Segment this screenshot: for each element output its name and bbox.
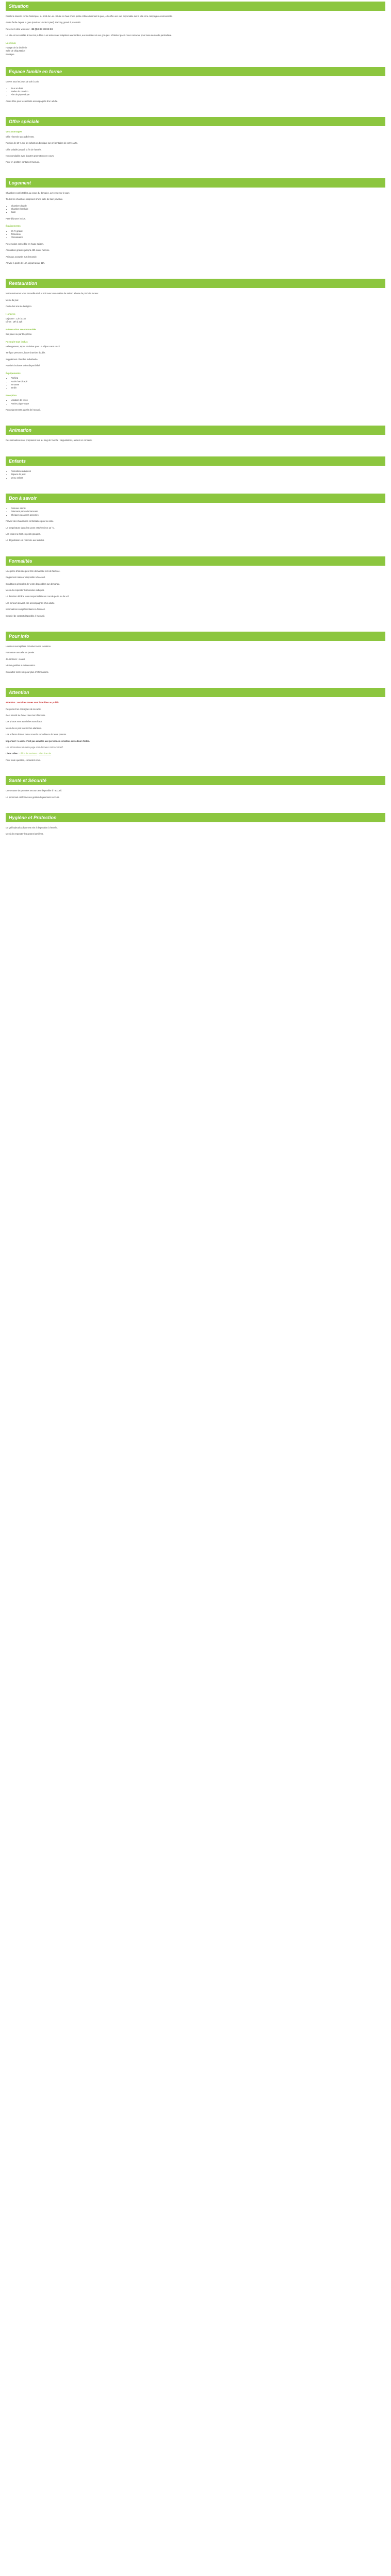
text: Le personnel est formé aux gestes de premiers secours. [6,795,60,799]
text: Conditions générales de vente disponibles sur demande. [6,582,60,585]
text: Notre restaurant vous accueille midi et soir avec une cuisine de saison à base de produits locaux. [6,292,99,295]
text: Horaires susceptibles d'évoluer selon la saison. [6,645,52,648]
list-item: Salle de dégustation [6,49,25,53]
text: Activités incluses selon disponibilité. [6,364,41,367]
section-title: Enfants [6,456,385,466]
text: Dîner : 19h à 22h [6,320,23,324]
text: Une pièce d'identité peut être demandée lors de l'arrivée. [6,569,60,572]
section-title: Logement [6,178,385,188]
list-item: • Télévision [11,233,385,236]
section-hygiene [0,811,391,849]
list-item: Boutique [6,53,14,56]
section-sante-securite [0,774,391,811]
section-offre [0,115,391,176]
text: Les visites se font en petits groupes. [6,533,41,535]
section-title: Attention [6,688,385,697]
text: Informations complémentaires à l'accueil. [6,608,45,611]
text: Offre réservée aux adhérents. [6,135,35,138]
situation-text: Réservez votre visite au : +33 (0)X XX XX XX XX [6,27,53,30]
list-item: • Chambre familiale [11,208,385,211]
subheading: Équipements [6,225,21,228]
section-enfants [0,455,391,492]
useful-links: Liens utiles : Office de tourisme · Plan d'accès [6,752,52,755]
section-title: Espace famille en forme [6,67,385,76]
situation-text: Distillerie dans le centre historique, au bord du Lac. Située en haut d'une petite colline dominant le parc, elle offre une vue imprenable sur la ville et la campagne environnante. [6,15,173,18]
text: Les mineurs doivent être accompagnés d'un adulte. [6,601,55,604]
text: Une trousse de premiers secours est disponible à l'accueil. [6,789,62,792]
places-list [6,46,385,56]
list-item: • Panier pique-nique [11,402,385,405]
list [6,470,385,480]
list [6,87,385,97]
tourism-office-link[interactable]: Office de tourisme [19,752,37,755]
section-title: Pour info [6,632,385,641]
subheading: Formule tout inclus [6,340,28,343]
section-title: Formalités [6,556,385,566]
list-item: • Accès handicapé [11,380,385,383]
text: Visites guidées sur réservation. [6,664,36,667]
access-map-link[interactable]: Plan d'accès [39,752,52,755]
section-situation [0,0,391,65]
list [6,399,385,405]
note-text: Les informations de cette page sont données à titre indicatif. [6,745,63,749]
list-item: • Suite [11,211,385,214]
text: Accès libre pour les enfants accompagnés d'un adulte. [6,99,58,103]
subheading: Horaires [6,312,15,315]
subheading: Les lieux [6,41,16,44]
section-title: Santé et Sécurité [6,776,385,785]
text: Courriel de contact disponible à l'accueil. [6,614,45,617]
text: Prévoir des chaussures confortables pour la visite. [6,520,54,523]
list [6,230,385,240]
section-espace [0,65,391,115]
section-pour-info [0,630,391,686]
list-item: • Paiement par carte bancaire [11,510,385,513]
text: Chambres confortables au coeur du domaine, avec vue sur le parc. [6,191,70,194]
list-item: • Jardin [11,386,385,389]
text: Déjeuner : 12h à 14h [6,317,26,320]
text: Les enfants doivent rester sous la surveillance de leurs parents. [6,733,67,736]
warning-text: Attention : certaines zones sont interdites au public. [6,701,60,704]
text: Respectez les consignes de sécurité. [6,707,42,710]
section-animation [0,424,391,454]
subheading: Équipements [6,371,21,375]
text: La dégustation est réservée aux adultes. [6,539,45,542]
list-item: • Terrasse [11,383,385,386]
text: Ouvert tous les jours de 10h à 18h. [6,80,40,83]
text: Il est interdit de fumer dans les bâtiments. [6,714,46,717]
list [6,507,385,517]
text: Remise de 10 % sur les achats en boutique sur présentation de votre carte. [6,142,78,145]
text: Menu du jour. [6,298,19,301]
section-bon-a-savoir [0,492,391,555]
list-item: • Menu enfant [11,477,385,480]
text: Des animations sont proposées tout au long de l'année : dégustations, ateliers et concerts. [6,439,92,442]
list [6,205,385,214]
text: La température dans les caves est d'environ 12 °C. [6,526,55,529]
list [6,377,385,390]
list-item: • Parking [11,377,385,380]
text: Les photos sont autorisées sans flash. [6,720,43,723]
section-formalites [0,555,391,630]
section-title: Restauration [6,279,385,288]
text: Petit-déjeuner inclus. [6,217,26,220]
text: Toutes les chambres disposent d'une salle de bain privative. [6,198,63,201]
text: Fermeture annuelle en janvier. [6,651,35,654]
text: Merci de ne pas toucher les alambics. [6,726,42,730]
section-title: Situation [6,2,385,11]
list-item: • Espace de jeux [11,473,385,476]
text: Réservation conseillée en haute saison. [6,242,44,245]
phone-number[interactable]: +33 (0)X XX XX XX XX [30,27,53,30]
list-item: • Aire de pique-nique [11,93,385,96]
list-item: • Location de vélos [11,399,385,402]
text: Offre valable jusqu'à la fin de l'année. [6,148,42,151]
subheading: Vos avantages [6,130,22,133]
text: Pour en profiter, contactez l'accueil. [6,161,40,164]
text: Supplément chambre individuelle. [6,358,38,361]
text: Merci de respecter les gestes barrières. [6,833,44,836]
list-item: Hangar de la distillerie [6,46,27,49]
text: Règlement intérieur disponible à l'accueil. [6,576,46,579]
section-logement [0,177,391,278]
text: Renseignements auprès de l'accueil. [6,408,41,411]
text: Consultez notre site pour plus d'informations. [6,670,49,673]
text: Jours fériés : ouvert. [6,657,25,660]
list-item: • Animations adaptées [11,470,385,473]
list-item: • Climatisation [11,236,385,239]
list-item: • Chambre double [11,205,385,208]
text: Du gel hydroalcoolique est mis à disposition à l'entrée. [6,826,58,829]
list-item: • Wi-Fi gratuit [11,230,385,233]
section-attention [0,686,391,774]
subheading: Réservation recommandée [6,328,36,331]
text: Non cumulable avec d'autres promotions en cours. [6,154,55,157]
section-title: Bon à savoir [6,494,385,503]
situation-text: Le site est accessible à tous les publics. Les visites sont adaptées aux familles, aux scolaires et aux groupes. N'hésitez pas à nous contacter pour toute demande particulière. [6,34,172,37]
text: Tarif par personne, base chambre double. [6,351,46,354]
text: Sur place ou par téléphone. [6,333,32,336]
important-text: Important : la visite n'est pas adaptée aux personnes sensibles aux odeurs fortes. [6,739,90,742]
text: Annulation gratuite jusqu'à 48h avant l'arrivée. [6,249,50,252]
text: Hébergement, repas et visites pour un séjour sans souci. [6,345,60,348]
text: Arrivée à partir de 15h, départ avant 11h. [6,262,45,264]
subheading: En option [6,394,17,397]
text: Animaux acceptés sur demande. [6,255,37,258]
section-title: Offre spéciale [6,117,385,126]
section-title: Animation [6,426,385,435]
list-item: • Jeux en bois [11,87,385,90]
list-item: • Atelier de création [11,90,385,93]
text: Pour toute question, contactez-nous. [6,758,41,761]
text: Merci de respecter les horaires indiqués. [6,589,45,592]
section-title: Hygiène et Protection [6,813,385,822]
situation-text: Accès facile depuis la gare (environ 10 min à pied). Parking gratuit à proximité. [6,21,81,24]
section-restauration [0,277,391,424]
text: La direction décline toute responsabilité en cas de perte ou de vol. [6,595,69,598]
list-item: • Chèques vacances acceptés [11,514,385,517]
list-item: • Animaux admis [11,507,385,510]
text: Carte des vins de la région. [6,305,32,308]
